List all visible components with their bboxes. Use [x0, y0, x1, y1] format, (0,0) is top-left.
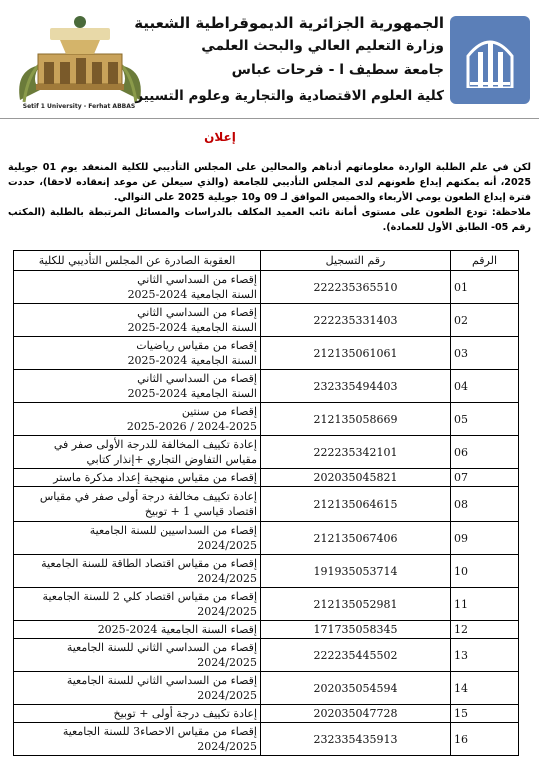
row-number: 05	[451, 403, 519, 436]
table-row	[14, 555, 519, 588]
row-number: 13	[451, 639, 519, 672]
registration-number: 222235331403	[261, 304, 451, 337]
table-row	[14, 588, 519, 621]
logo-caption: Setif 1 University - Ferhat ABBAS	[22, 103, 136, 110]
table-row	[14, 304, 519, 337]
row-number: 10	[451, 555, 519, 588]
registration-number: 191935053714	[261, 555, 451, 588]
table-row	[14, 639, 519, 672]
faculty-logo	[450, 16, 530, 104]
registration-number: 212135061061	[261, 337, 451, 370]
penalty: إقصاء من السداسي الثاني للسنة الجامعية 2024/2025	[14, 639, 261, 672]
registration-number: 202035054594	[261, 672, 451, 705]
penalty: إعادة تكييف المخالفة للدرجة الأولى صفر في مقياس التفاوض التجاري +إنذار كتابي	[14, 436, 261, 469]
registration-number: 232335435913	[261, 723, 451, 756]
row-number: 09	[451, 522, 519, 555]
row-number: 03	[451, 337, 519, 370]
notice-title: إعلان	[204, 130, 236, 144]
col-header-registration: رقم التسجيل	[261, 251, 451, 271]
table-row	[14, 672, 519, 705]
table-header-row	[14, 251, 519, 271]
row-number: 01	[451, 271, 519, 304]
penalty: إقصاء من سنتين 2024-2025 / 2025-2026	[14, 403, 261, 436]
row-number: 08	[451, 487, 519, 522]
table-row	[14, 487, 519, 522]
row-number: 12	[451, 621, 519, 639]
university-logo	[10, 10, 150, 106]
registration-number: 222235342101	[261, 436, 451, 469]
penalty: إقصاء من السداسي الثاني السنة الجامعية 2024-2025	[14, 271, 261, 304]
row-number: 06	[451, 436, 519, 469]
table-row	[14, 436, 519, 469]
row-number: 16	[451, 723, 519, 756]
letterhead	[0, 0, 539, 118]
notice-note: ملاحظة: تودع الطعون على مستوى أمانة نائب العميد المكلف بالدراسات والمسائل المرتبطة بالطلبة (المكتب رقم 05- الطابق الأول للعمادة).	[8, 207, 531, 233]
row-number: 15	[451, 705, 519, 723]
registration-number: 202035045821	[261, 469, 451, 487]
registration-number: 212135058669	[261, 403, 451, 436]
penalty: إقصاء من مقياس اقتصاد الطاقة للسنة الجامعية 2024/2025	[14, 555, 261, 588]
registration-number: 212135064615	[261, 487, 451, 522]
registration-number: 232335494403	[261, 370, 451, 403]
table-row	[14, 370, 519, 403]
registration-number: 222235445502	[261, 639, 451, 672]
table-row	[14, 621, 519, 639]
registration-number: 171735058345	[261, 621, 451, 639]
row-number: 14	[451, 672, 519, 705]
row-number: 02	[451, 304, 519, 337]
students-table	[13, 250, 519, 756]
notice-body	[8, 160, 531, 235]
penalty: إقصاء من السداسيين للسنة الجامعية 2024/2025	[14, 522, 261, 555]
table-row	[14, 705, 519, 723]
penalty: إقصاء من مقياس اقتصاد كلي 2 للسنة الجامعية 2024/2025	[14, 588, 261, 621]
penalty: إقصاء من السداسي الثاني السنة الجامعية 2024-2025	[14, 370, 261, 403]
registration-number: 212135052981	[261, 588, 451, 621]
penalty: إقصاء السنة الجامعية 2024-2025	[14, 621, 261, 639]
header-divider	[0, 118, 539, 119]
penalty: إعادة تكييف درجة أولى + توبيخ	[14, 705, 261, 723]
table-row	[14, 337, 519, 370]
ministry-heading: وزارة التعليم العالي والبحث العلمي	[201, 38, 444, 54]
penalty: إقصاء من مقياس منهجية إعداد مذكرة ماستر	[14, 469, 261, 487]
table-row	[14, 271, 519, 304]
table-row	[14, 522, 519, 555]
registration-number: 212135067406	[261, 522, 451, 555]
registration-number: 222235365510	[261, 271, 451, 304]
penalty: إقصاء من مقياس رياضيات السنة الجامعية 2024-2025	[14, 337, 261, 370]
republic-heading: الجمهورية الجزائرية الديموقراطية الشعبية	[134, 14, 444, 32]
row-number: 07	[451, 469, 519, 487]
penalty: إقصاء من السداسي الثاني للسنة الجامعية 2024/2025	[14, 672, 261, 705]
col-header-penalty: العقوبة الصادرة عن المجلس التأديبي للكلية	[14, 251, 261, 271]
university-heading: جامعة سطيف ا - فرحات عباس	[231, 62, 444, 78]
registration-number: 202035047728	[261, 705, 451, 723]
col-header-number: الرقم	[451, 251, 519, 271]
penalty: إعادة تكييف مخالفة درجة أولى صفر في مقياس اقتصاد قياسي 1 + توبيخ	[14, 487, 261, 522]
penalty: إقصاء من مقياس الاحصاء3 للسنة الجامعية 2024/2025	[14, 723, 261, 756]
penalty: إقصاء من السداسي الثاني السنة الجامعية 2024-2025	[14, 304, 261, 337]
faculty-heading: كلية العلوم الاقتصادية والتجارية وعلوم التسيير	[135, 88, 444, 104]
table-row	[14, 403, 519, 436]
table-row	[14, 723, 519, 756]
notice-paragraph: لكن في علم الطلبة الواردة معلوماتهم أدناهم والمحالين على المجلس التأديبي للكلية المنعقد يوم 01 جويلية 2025، أنه يمكنهم إيداع طعونهم لدى المجلس التأديبي للجامعة (والذي سيعلن عن موعد إنعقاده لاحقا)، حددت فترة إيداع الطعون يومي الأربعاء والخميس الموافق لـ 09 و10 جويلية 2025 على التوالي.	[8, 162, 531, 203]
row-number: 04	[451, 370, 519, 403]
row-number: 11	[451, 588, 519, 621]
table-row	[14, 469, 519, 487]
